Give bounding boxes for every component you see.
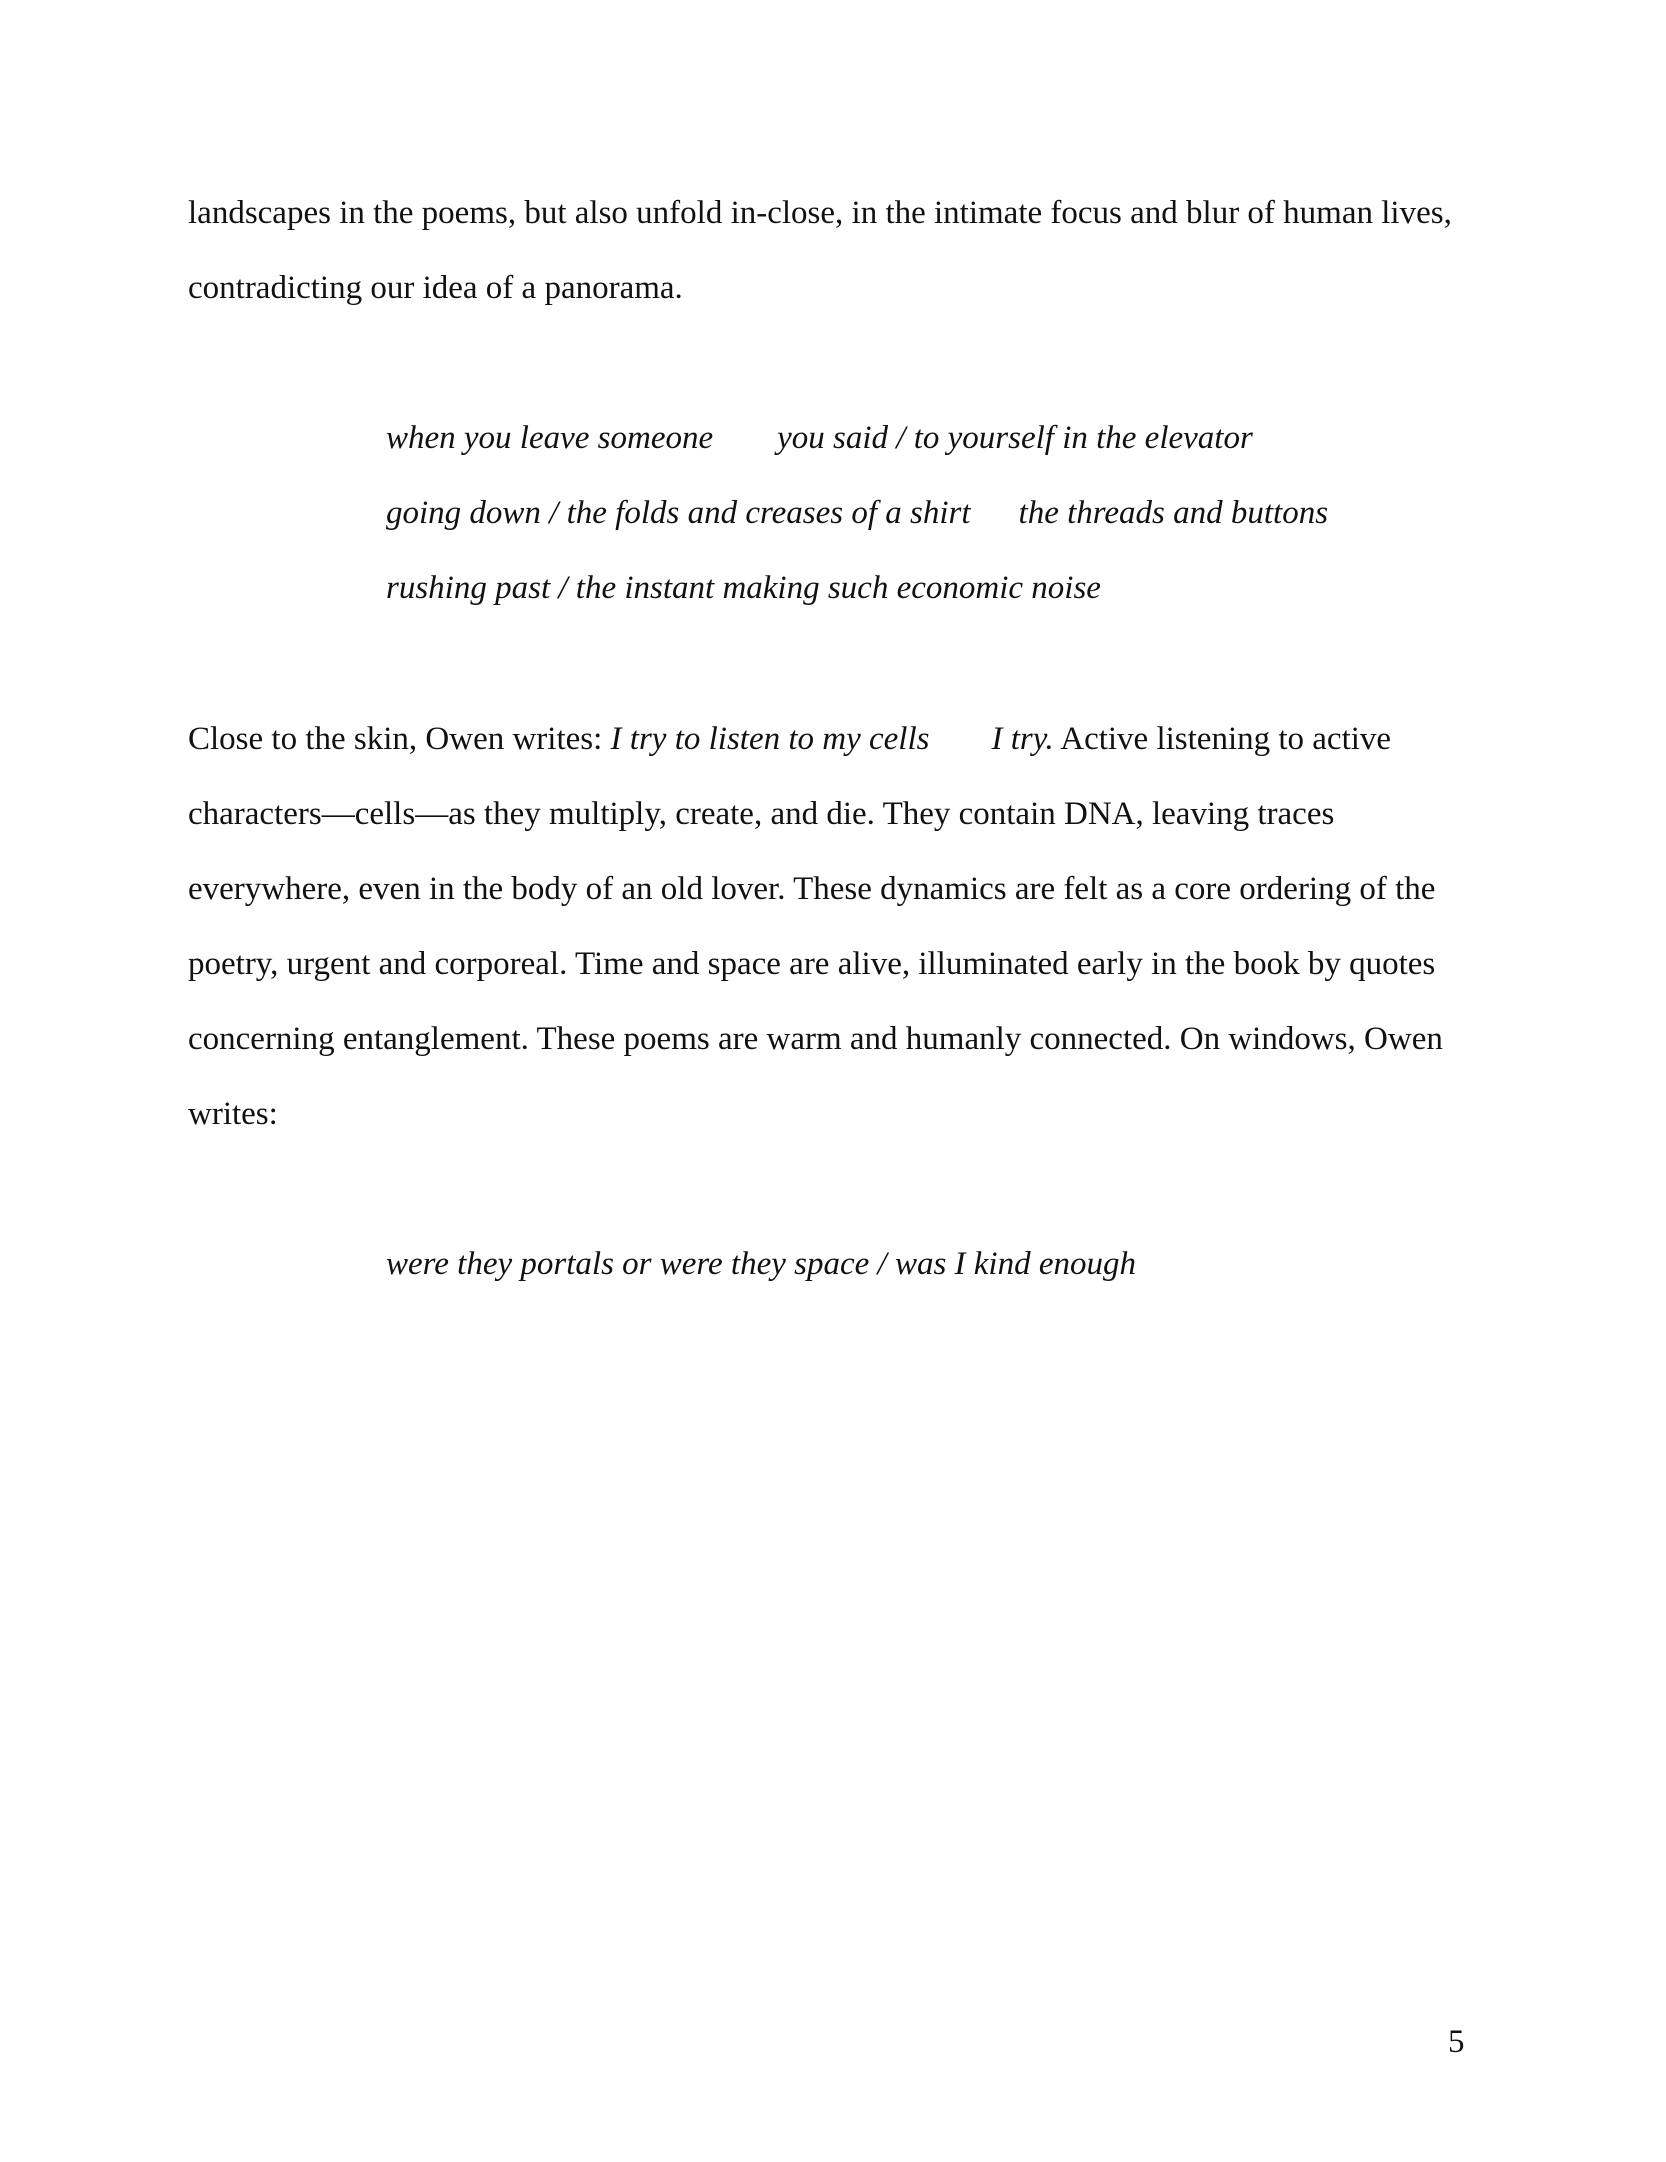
poem-1-line-2-a: going down / the folds and creases of a shirt xyxy=(386,495,971,531)
paragraph-2-quote-a: I try to listen to my cells xyxy=(610,721,930,757)
poem-1-line-1-a: when you leave someone xyxy=(386,420,714,456)
paragraph-2-line-2: characters—cells—as they multiply, create, and die. They contain DNA, leaving traces xyxy=(188,796,1335,832)
paragraph-2-line-4: poetry, urgent and corporeal. Time and space are alive, illuminated early in the book by quotes xyxy=(188,946,1436,982)
paragraph-1-line-2: contradicting our idea of a panorama. xyxy=(188,270,683,306)
paragraph-2-line-6: writes: xyxy=(188,1096,278,1132)
poem-2-line-1: were they portals or were they space / was I kind enough xyxy=(386,1246,1136,1282)
paragraph-2-line-5: concerning entanglement. These poems are warm and humanly connected. On windows, Owen xyxy=(188,1021,1443,1057)
poem-1-line-3 xyxy=(386,568,1101,608)
poem-1-line-3-a: rushing past / the instant making such economic noise xyxy=(386,570,1101,606)
page-number: 5 xyxy=(1448,2024,1465,2060)
paragraph-2-quote-b: I try. xyxy=(991,721,1054,757)
poem-1-line-2-b: the threads and buttons xyxy=(1018,495,1329,531)
paragraph-2-line-1 xyxy=(188,719,1391,759)
poem-1-line-2 xyxy=(386,493,1328,533)
poem-1-line-1 xyxy=(386,418,1253,458)
paragraph-2-lead: Close to the skin, Owen writes: xyxy=(188,721,611,757)
paragraph-2-line-3: everywhere, even in the body of an old lover. These dynamics are felt as a core ordering of the xyxy=(188,871,1436,907)
paragraph-2-tail: Active listening to active xyxy=(1053,721,1392,757)
paragraph-1-line-1: landscapes in the poems, but also unfold in-close, in the intimate focus and blur of human lives, xyxy=(188,195,1452,231)
poem-1-line-1-b: you said / to yourself in the elevator xyxy=(777,420,1253,456)
